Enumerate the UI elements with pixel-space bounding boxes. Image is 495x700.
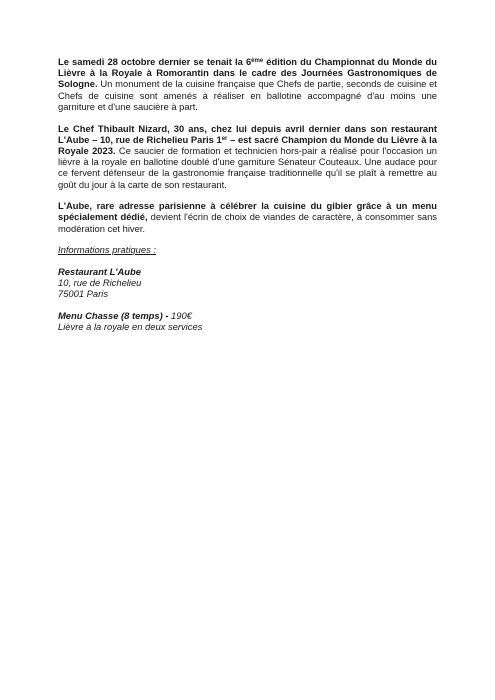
restaurant-name: Restaurant L'Aube [58,266,141,278]
paragraph-championship [58,56,437,112]
ordinal-suffix-arrondissement: er [221,135,228,142]
paragraph-restaurant [58,200,437,234]
paragraph-championship-bold-1: Le samedi 28 octobre dernier se tenait la 6 [58,56,252,67]
paragraph-chef-text: Ce saucier de formation et technicien hors-pair a réalisé pour l'occasion un lièvre à la royale en ballotine doublé d'une garniture Sénateur Couteaux. Une audace pour ce fervent défenseur de la gastronomie française traditionnelle qu'il se plaît à remettre au goût du jour à la carte de son restaurant. [58,144,438,190]
paragraph-championship-text: Un monument de la cuisine française que Chefs de partie, seconds de cuisine et Chefs de cuisine sont amenés à réaliser en ballotine accompagné d'au moins une garniture et d'une saucière à part. [58,78,437,112]
menu-description: Lièvre à la royale en deux services [58,321,203,333]
info-heading: Informations pratiques : [58,244,156,256]
restaurant-street: 10, rue de Richelieu [58,277,142,289]
ordinal-suffix: ème [251,58,264,64]
menu-name: Menu Chasse (8 temps) - [58,310,169,322]
paragraph-chef-bold-1: Le Chef Thibault Nizard, 30 ans, chez lui depuis avril dernier dans son restaurant L'Aube – 10, rue de Richelieu Paris 1 [58,122,437,145]
paragraph-restaurant-bold: L'Aube, rare adresse parisienne à célébrer la cuisine du gibier grâce à un menu spécialement dédié, [58,200,437,223]
menu-block [58,310,437,332]
paragraph-chef [58,123,437,190]
menu-price: 190€ [168,310,192,322]
paragraph-restaurant-text: devient l'écrin de choix de viandes de caractère, à consommer sans modération cet hiver. [58,211,437,234]
restaurant-address-block [58,266,437,300]
paragraph-championship-bold-2: édition du Championnat du Monde du Lièvre à la Royale à Romorantin dans le cadre des Journées Gastronomiques de Sologne. [58,56,438,90]
paragraph-chef-bold-2: – est sacré Champion du Monde du Lièvre à la Royale 2023. [58,133,437,156]
restaurant-city: 75001 Paris [58,288,109,300]
